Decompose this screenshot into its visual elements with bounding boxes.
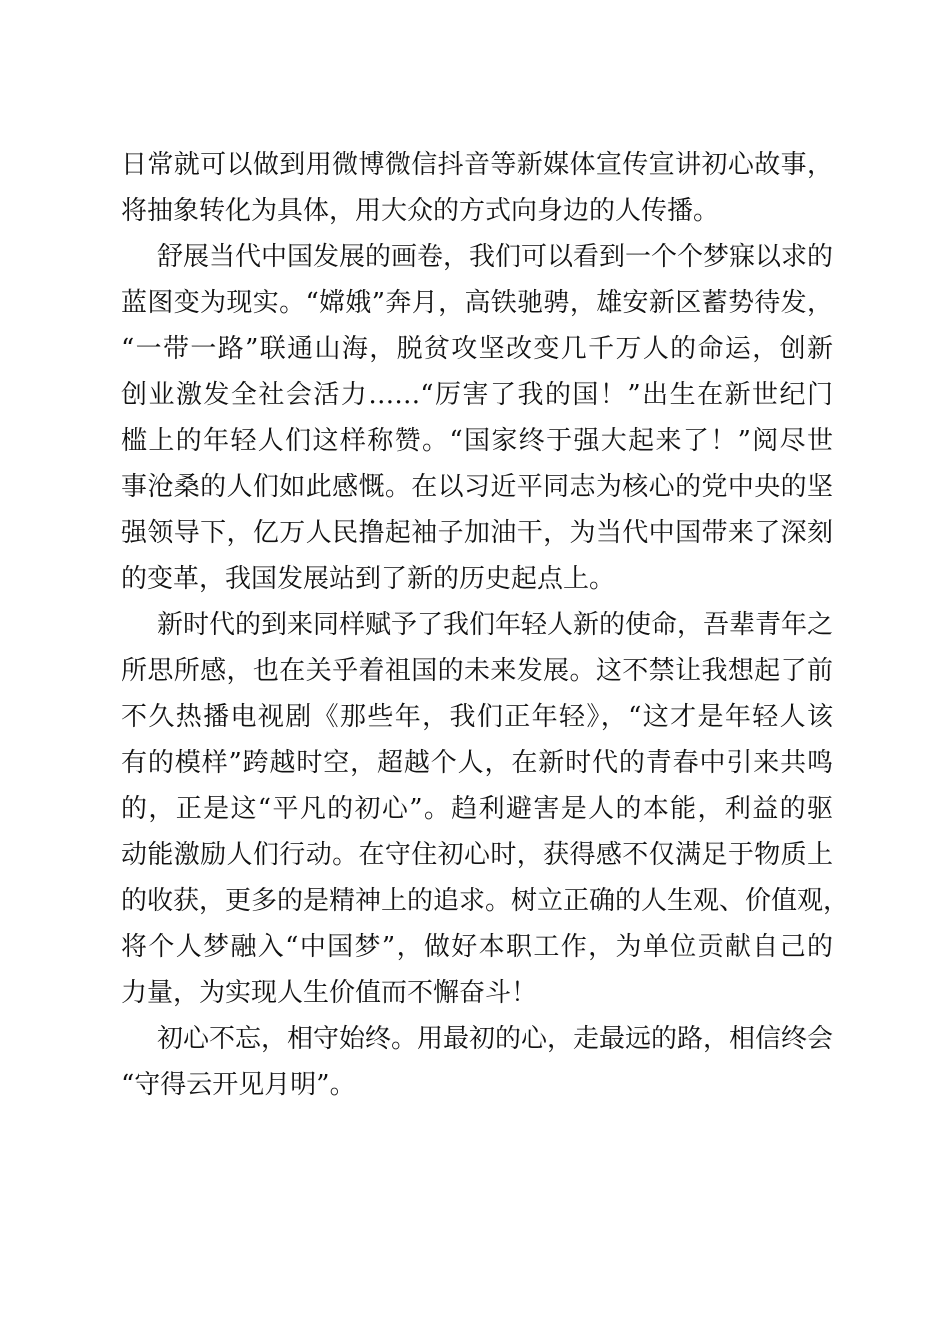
text-line-9: 强领导下，亿万人民撸起袖子加油干，为当代中国带来了深刻: [121, 518, 833, 548]
text-line-6: 创业激发全社会活力……“厉害了我的国！”出生在新世纪门: [121, 380, 833, 410]
text-line-13: 不久热播电视剧《那些年，我们正年轻》，“这才是年轻人该: [121, 702, 833, 732]
text-line-10: 的变革，我国发展站到了新的历史起点上。: [121, 564, 616, 594]
text-line-20: 初心不忘，相守始终。用最初的心，走最远的路，相信终会: [157, 1024, 834, 1054]
text-line-4: 蓝图变为现实。“嫦娥”奔月，高铁驰骋，雄安新区蓄势待发，: [121, 288, 833, 318]
text-line-17: 的收获，更多的是精神上的追求。树立正确的人生观、价值观，: [121, 886, 850, 916]
text-line-16: 动能激励人们行动。在守住初心时，获得感不仅满足于物质上: [121, 840, 833, 870]
text-line-8: 事沧桑的人们如此感慨。在以习近平同志为核心的党中央的坚: [121, 472, 833, 502]
text-line-3: 舒展当代中国发展的画卷，我们可以看到一个个梦寐以求的: [157, 242, 834, 272]
text-line-14: 有的模样”跨越时空，超越个人，在新时代的青春中引来共鸣: [121, 748, 833, 778]
text-line-15: 的，正是这“平凡的初心”。趋利避害是人的本能，利益的驱: [121, 794, 833, 824]
text-line-2: 将抽象转化为具体，用大众的方式向身边的人传播。: [121, 196, 720, 226]
text-line-21: “守得云开见月明”。: [121, 1070, 356, 1100]
text-line-1: 日常就可以做到用微博微信抖音等新媒体宣传宣讲初心故事，: [121, 150, 833, 180]
document-body: [121, 142, 850, 1108]
text-line-12: 所思所感，也在关乎着祖国的未来发展。这不禁让我想起了前: [121, 656, 833, 686]
text-line-11: 新时代的到来同样赋予了我们年轻人新的使命，吾辈青年之: [157, 610, 834, 640]
text-line-19: 力量，为实现人生价值而不懈奋斗！: [121, 978, 538, 1008]
text-line-5: “一带一路”联通山海，脱贫攻坚改变几千万人的命运，创新: [121, 334, 833, 364]
text-line-7: 槛上的年轻人们这样称赞。“国家终于强大起来了！”阅尽世: [121, 426, 833, 456]
text-line-18: 将个人梦融入“中国梦”，做好本职工作，为单位贡献自己的: [121, 932, 833, 962]
